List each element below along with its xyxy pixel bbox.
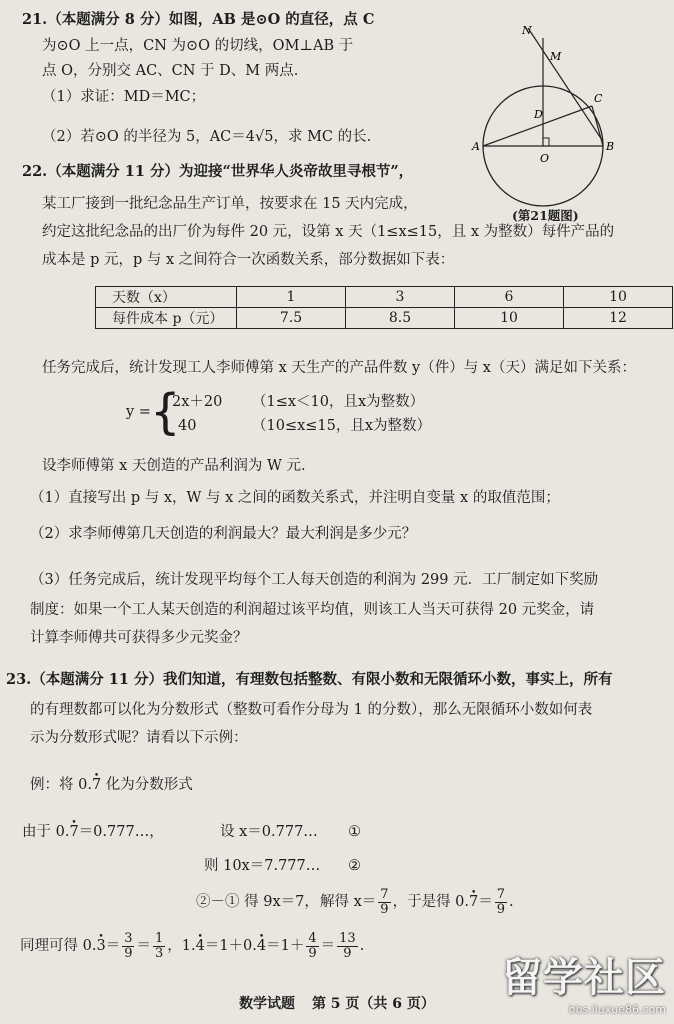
since-prefix: 由于 0. — [22, 824, 70, 840]
case2-cond: （10≤x≤15，且x为整数） — [252, 418, 432, 434]
label-n: N — [522, 24, 532, 37]
fraction: $\frac{13}{9}$ — [339, 930, 356, 961]
q21-line1: 21.（本题满分 8 分）如图，AB 是⊙O 的直径，点 C — [22, 11, 375, 28]
figure-caption: (第21题图) — [512, 208, 579, 223]
label-m: M — [550, 50, 562, 63]
let-10x: 则 10x＝7.777… — [204, 858, 321, 874]
cost-table — [95, 286, 673, 329]
label-a: A — [472, 140, 480, 153]
label-d: D — [534, 108, 543, 121]
table-row — [96, 287, 673, 308]
subtract-line: ②－① 得 9x＝7， — [196, 894, 319, 910]
q22-line6: 设李师傅第 x 天创造的产品利润为 W 元. — [42, 458, 306, 474]
table-cell: 12 — [564, 308, 673, 329]
label-b: B — [606, 140, 615, 153]
q22-line5: 任务完成后，统计发现工人李师傅第 x 天生产的产品件数 y（件）与 x（天）满足如下关系： — [42, 360, 636, 376]
q21-line3: 点 O，分别交 AC、CN 于 D、M 两点. — [42, 63, 299, 79]
q23-line1: 23.（本题满分 11 分）我们知道，有理数包括整数、有限小数和无限循环小数，事实上，所有 — [6, 671, 613, 688]
q22-part1: （1）直接写出 p 与 x，W 与 x 之间的函数关系式，并注明自变量 x 的取值范围； — [30, 490, 560, 506]
fraction: $\frac{3}{9}$ — [124, 930, 133, 961]
table-cell: 1 — [237, 287, 346, 308]
table-cell: 6 — [455, 287, 564, 308]
repeating-digit: • 4 — [196, 926, 205, 966]
watermark-logo: 留学社区 — [502, 955, 666, 1001]
fraction: $\frac{7}{9}$ — [380, 886, 389, 917]
table-row — [96, 308, 673, 329]
piecewise-lhs: y = — [126, 404, 151, 420]
repeating-digit: • 7 — [469, 882, 478, 922]
label-o: O — [540, 152, 550, 165]
case1-expr: 2x＋20 — [172, 394, 223, 410]
q22-line2: 某工厂接到一批纪念品生产订单，按要求在 15 天内完成， — [42, 196, 418, 212]
table-cell: 10 — [564, 287, 673, 308]
q22-part3b: 制度：如果一个工人某天创造的利润超过该平均值，则该工人当天可获得 20 元奖金，请 — [30, 602, 595, 618]
q21-part1: （1）求证：MD＝MC； — [42, 89, 206, 105]
q22-part2: （2）求李师傅第几天创造的利润最大？最大利润是多少元？ — [30, 526, 417, 542]
table-cell: 7.5 — [237, 308, 346, 329]
example-prefix: 例：将 0. — [30, 777, 92, 793]
equals: ＝ — [478, 894, 493, 910]
q21-line2: 为⊙O 上一点，CN 为⊙O 的切线，OM⊥AB 于 — [42, 38, 354, 54]
let-x: 设 x＝0.777… — [220, 824, 318, 840]
q22-part3c: 计算李师傅共可获得多少元奖金？ — [30, 630, 248, 646]
fraction: $\frac{4}{9}$ — [308, 930, 317, 961]
table-cell: 3 — [346, 287, 455, 308]
repeating-digit: • 3 — [96, 926, 105, 966]
table-header-days: 天数（x） — [96, 287, 237, 308]
equals: ＝ — [320, 938, 336, 954]
table-cell: 8.5 — [346, 308, 455, 329]
label-c: C — [594, 92, 603, 105]
table-cell: 10 — [455, 308, 564, 329]
similar-line: 同理可得 0.• 3＝ $\frac{3}{9}$ ＝ $\frac{1}{3}$ ，1.• 4＝1＋0.• 4＝1＋ $\frac{4}{9}$ ＝ $\frac{13}{9}$ . — [20, 926, 364, 966]
q23-line2: 的有理数都可以化为分数形式（整数可看作分母为 1 的分数），那么无限循环小数如何表 — [30, 702, 593, 718]
q21-part2: （2）若⊙O 的半径为 5，AC＝4√5，求 MC 的长. — [42, 129, 372, 145]
q22-part3a: （3）任务完成后，统计发现平均每个工人每天创造的利润为 299 元．工厂制定如下奖励 — [30, 572, 599, 588]
since-line — [22, 822, 164, 842]
similar-c: ＝1＋0. — [204, 938, 257, 954]
repeating-digit: • 7 — [69, 822, 78, 842]
watermark-url: bbs.liuxue86.com — [568, 1003, 666, 1016]
equals: ＝ — [105, 938, 121, 954]
q22-line4: 成本是 p 元，p 与 x 之间符合一次函数关系，部分数据如下表： — [42, 252, 455, 268]
fraction: $\frac{1}{3}$ — [154, 930, 164, 961]
example-suffix: 化为分数形式 — [101, 777, 193, 793]
repeating-digit: • 7 — [92, 775, 101, 795]
since-suffix: ＝0.777…， — [78, 824, 164, 840]
fraction: $\frac{7}{9}$ — [496, 886, 506, 917]
mark-1: ① — [348, 824, 361, 840]
solve-line: 解得 x＝ $\frac{7}{9}$ ，于是得 0.• 7＝ $\frac{7}{9}$ . — [320, 882, 514, 922]
repeating-digit: • 4 — [257, 926, 266, 966]
solve-text: 解得 x＝ — [320, 894, 377, 910]
q22-line3: 约定这批纪念品的出厂价为每件 20 元，设第 x 天（1≤x≤15，且 x 为整数）每件产品的 — [42, 224, 615, 240]
footer-page: 第 5 页（共 6 页） — [311, 996, 435, 1012]
q21-figure — [470, 18, 670, 233]
mark-2: ② — [348, 858, 361, 874]
equals: ＝ — [136, 938, 151, 954]
case2-expr: 40 — [178, 418, 197, 434]
footer-subject: 数学试题 — [239, 996, 296, 1012]
similar-prefix: 同理可得 0. — [20, 938, 97, 954]
similar-d: ＝1＋ — [266, 938, 305, 954]
example-line — [30, 775, 193, 795]
similar-b: ，1. — [167, 938, 196, 954]
case1-cond: （1≤x＜10，且x为整数） — [252, 394, 425, 410]
table-header-cost: 每件成本 p（元） — [96, 308, 237, 329]
q22-line1: 22.（本题满分 11 分）为迎接“世界华人炎帝故里寻根节”， — [22, 163, 414, 180]
page-footer — [0, 993, 674, 1013]
piecewise-brace: { — [150, 384, 181, 440]
then-text: ，于是得 0. — [392, 894, 470, 910]
q23-line3: 示为分数形式呢？请看以下示例： — [30, 730, 248, 746]
